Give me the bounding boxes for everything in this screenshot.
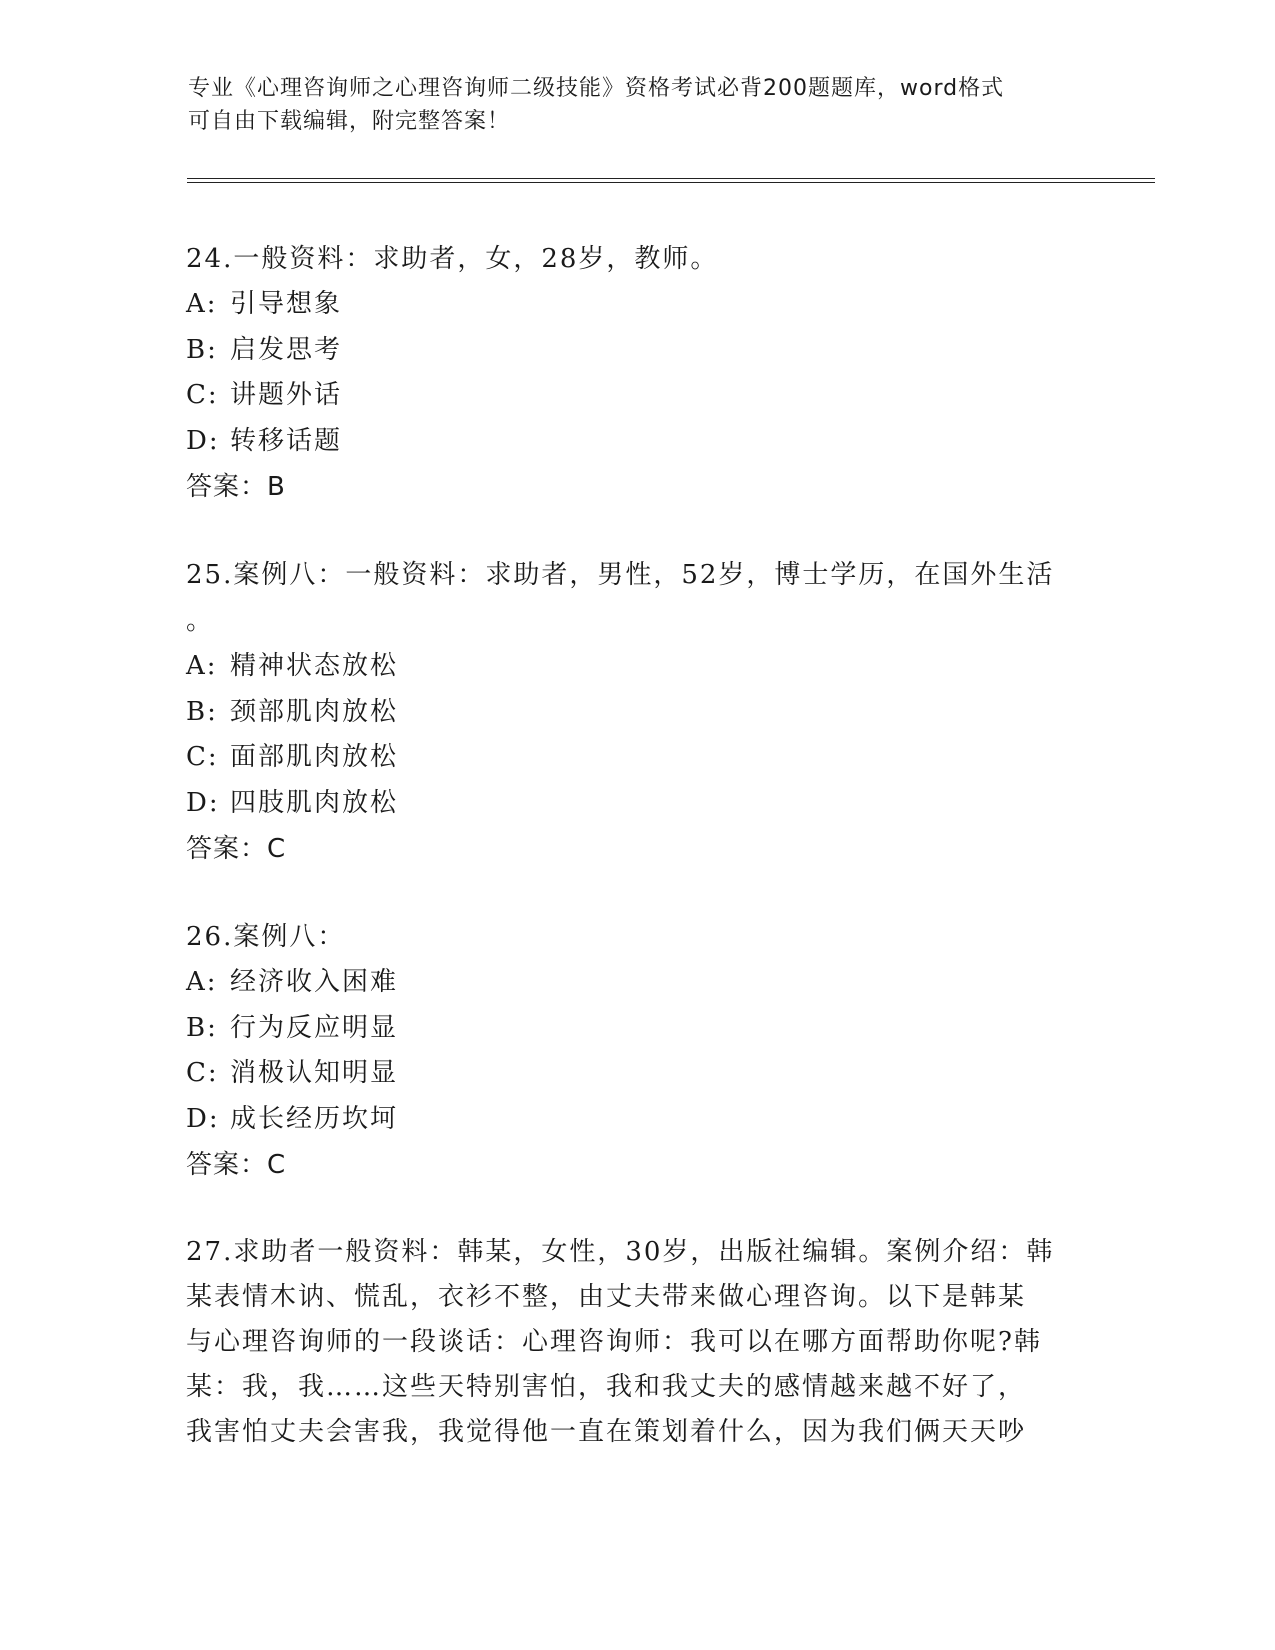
option-letter: D: — [186, 1103, 220, 1134]
option-letter: B: — [186, 696, 218, 727]
question-list — [186, 236, 1086, 1497]
answer-text: 答案：B — [186, 472, 286, 502]
option-text: 消极认知明显 — [230, 1058, 399, 1088]
header-line-2: 可自由下载编辑，附完整答案！ — [188, 109, 511, 134]
option-text: 四肢肌肉放松 — [230, 787, 399, 818]
option-text: 讲题外话 — [230, 380, 343, 410]
question-27 — [186, 1230, 1086, 1455]
option-text: 经济收入困难 — [230, 967, 399, 997]
question-stem-tail: 。 — [186, 606, 215, 636]
question-stem: 24.一般资料：求助者，女，28岁，教师。 — [186, 244, 719, 274]
option-text: 精神状态放松 — [230, 651, 399, 681]
option-letter: A: — [186, 651, 218, 681]
option-d — [186, 1097, 1086, 1143]
option-letter: D: — [186, 425, 220, 456]
option-c — [186, 1051, 1086, 1097]
option-c — [186, 373, 1086, 419]
option-text: 启发思考 — [230, 334, 343, 365]
document-header — [188, 72, 1068, 138]
question-24 — [186, 236, 1086, 510]
option-text: 转移话题 — [230, 425, 343, 456]
option-letter: C: — [186, 742, 219, 772]
question-stem: 26.案例八： — [186, 922, 346, 952]
question-27-line-3: 与心理咨询师的一段谈话：心理咨询师：我可以在哪方面帮助你呢?韩 — [186, 1327, 1042, 1357]
option-d — [186, 419, 1086, 465]
question-27-line-5: 我害怕丈夫会害我，我觉得他一直在策划着什么，因为我们俩天天吵 — [186, 1417, 1027, 1447]
option-text: 颈部肌肉放松 — [230, 696, 399, 727]
option-letter: A: — [186, 289, 218, 319]
answer-text: 答案：C — [186, 834, 287, 864]
option-letter: B: — [186, 334, 218, 365]
option-text: 引导想象 — [230, 289, 343, 319]
option-text: 行为反应明显 — [230, 1012, 399, 1043]
option-text: 成长经历坎坷 — [230, 1103, 399, 1134]
header-rule-bottom — [187, 182, 1155, 183]
header-rule-top — [187, 178, 1155, 179]
answer-text: 答案：C — [186, 1150, 287, 1180]
question-25 — [186, 552, 1086, 872]
option-text: 面部肌肉放松 — [230, 742, 399, 772]
question-stem: 25.案例八：一般资料：求助者，男性，52岁，博士学历，在国外生活 — [186, 560, 1055, 590]
option-b — [186, 328, 1086, 374]
question-27-line-1: 27.求助者一般资料：韩某，女性，30岁，出版社编辑。案例介绍：韩 — [186, 1237, 1055, 1267]
option-d — [186, 781, 1086, 827]
option-letter: B: — [186, 1012, 218, 1043]
question-26 — [186, 914, 1086, 1188]
option-c — [186, 735, 1086, 781]
option-a — [186, 960, 1086, 1006]
question-27-line-2: 某表情木讷、慌乱，衣衫不整，由丈夫带来做心理咨询。以下是韩某 — [186, 1282, 1027, 1312]
option-a — [186, 282, 1086, 328]
option-a — [186, 644, 1086, 690]
question-27-line-4: 某：我，我……这些天特别害怕，我和我丈夫的感情越来越不好了， — [186, 1372, 1027, 1402]
option-letter: C: — [186, 380, 219, 410]
option-b — [186, 1006, 1086, 1052]
option-letter: A: — [186, 967, 218, 997]
option-b — [186, 690, 1086, 736]
header-line-1: 专业《心理咨询师之心理咨询师二级技能》资格考试必背200题题库，word格式 — [188, 76, 1005, 101]
option-letter: C: — [186, 1058, 219, 1088]
option-letter: D: — [186, 787, 220, 818]
